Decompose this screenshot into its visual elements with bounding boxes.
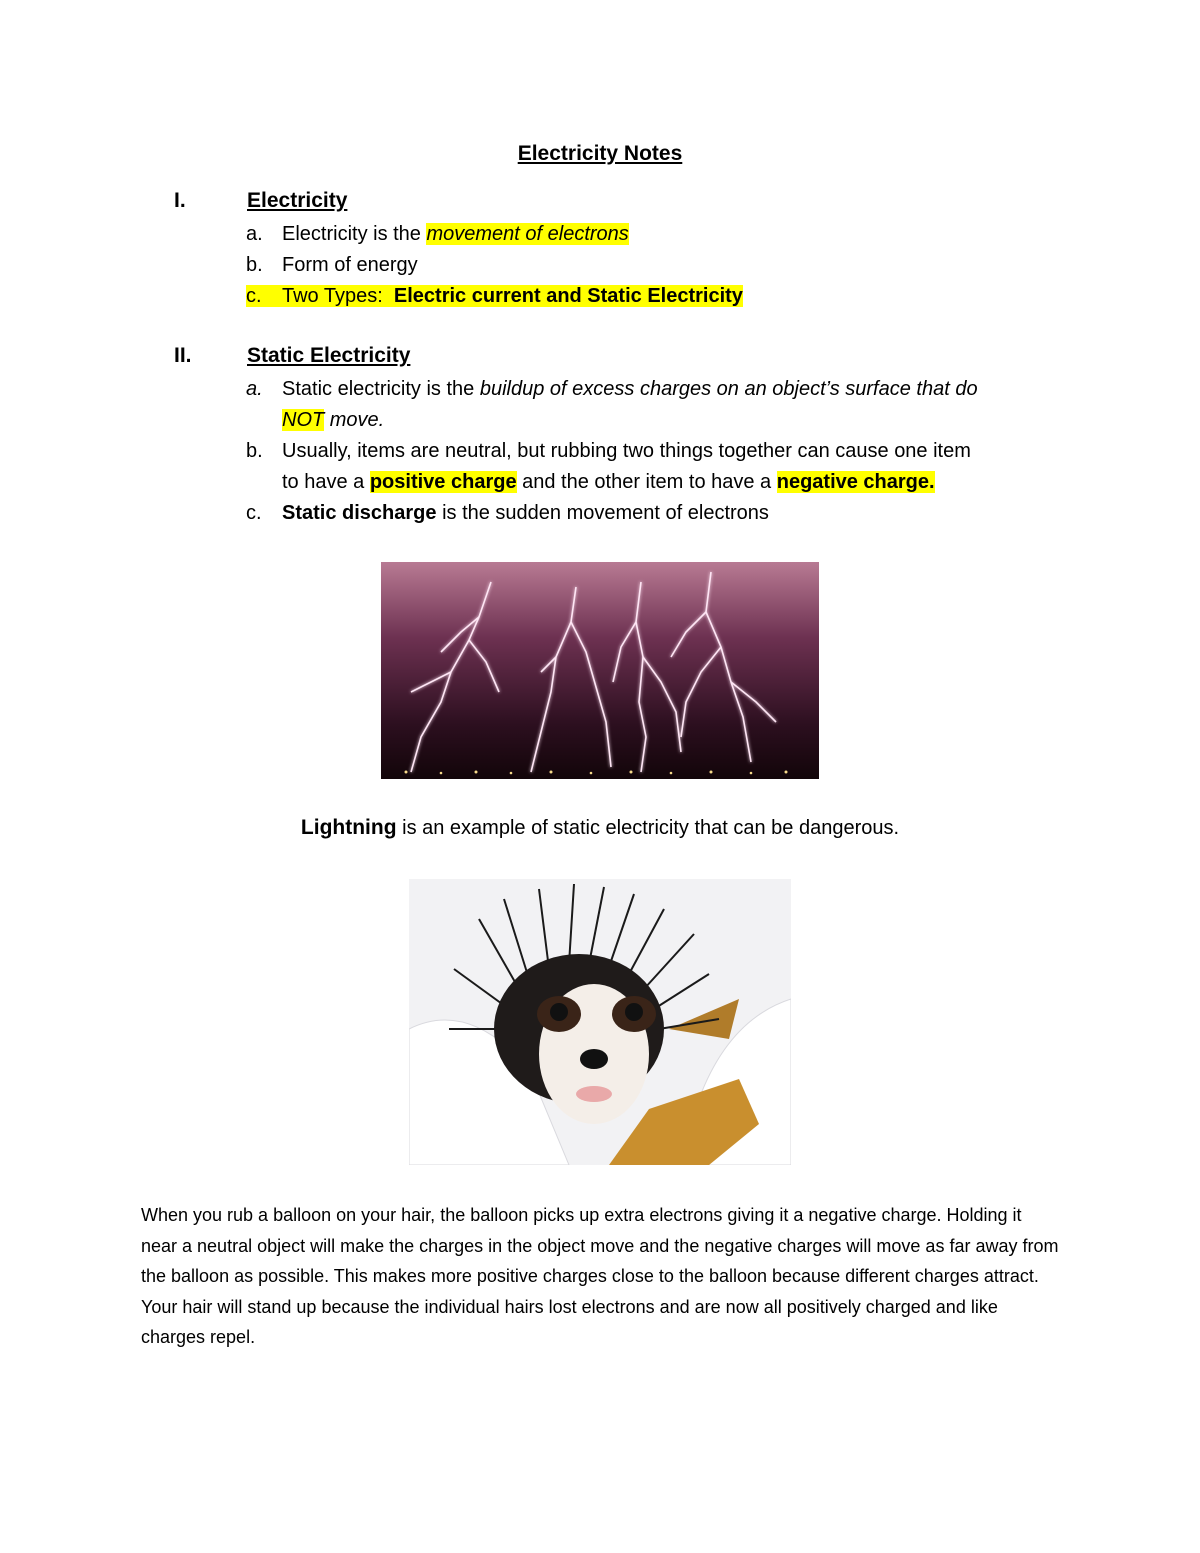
list-label: b. (246, 254, 263, 276)
list-item (246, 219, 1046, 250)
image-caption (0, 816, 1200, 840)
section-2-title: Static Electricity (247, 344, 411, 367)
list-item (246, 250, 1046, 281)
bold-term: Lightning (300, 816, 397, 839)
list-item (246, 498, 1046, 529)
list-text: Static electricity is the (282, 378, 480, 400)
section-1-title: Electricity (247, 189, 348, 212)
list-text: Form of energy (282, 254, 418, 276)
caption-text: is an example of static electricity that can be dangerous. (396, 817, 900, 839)
highlighted-text: Electric current and Static Electricity (393, 285, 743, 307)
list-text: move. (324, 409, 385, 431)
lightning-image (381, 562, 819, 779)
list-item (246, 281, 1046, 312)
list-text: buildup of excess charges on an object’s surface that do (479, 378, 978, 400)
list-label: c. (246, 285, 262, 307)
section-2-numeral: II. (174, 344, 192, 367)
document-title: Electricity Notes (517, 142, 683, 165)
section-1-heading (174, 189, 347, 213)
list-text: Two Types: (282, 285, 394, 307)
list-text: Usually, items are neutral, but rubbing two things together can cause one item (282, 440, 971, 462)
bold-term: Static discharge (282, 502, 437, 524)
list-item (246, 374, 1046, 436)
highlighted-text: NOT (282, 409, 325, 431)
section-1-numeral: I. (174, 189, 186, 212)
list-text: and the other item to have a (516, 471, 777, 493)
highlighted-text: movement of electrons (426, 223, 629, 245)
highlighted-text: negative charge. (776, 471, 935, 493)
list-label: a. (246, 378, 263, 400)
list-text: is the sudden movement of electrons (436, 502, 769, 524)
highlighted-text: positive charge (369, 471, 517, 493)
static-hair-dog-image (409, 879, 791, 1165)
list-label: a. (246, 223, 263, 245)
list-label: c. (246, 502, 262, 524)
explanation-paragraph: When you rub a balloon on your hair, the balloon picks up extra electrons giving it a negative charge. Holding it near a neutral object will make the charges in the object move and the negative charges will move as far away from the balloon as possible. This makes more positive charges close to the balloon because different charges attract. Your hair will stand up because the individual hairs lost electrons and are now all positively charged and like charges repel. (141, 1205, 1059, 1347)
section-2-heading (174, 344, 410, 368)
list-label: b. (246, 440, 263, 462)
list-text: Electricity is the (282, 223, 427, 245)
list-text: to have a (282, 471, 370, 493)
list-item (246, 436, 1046, 498)
